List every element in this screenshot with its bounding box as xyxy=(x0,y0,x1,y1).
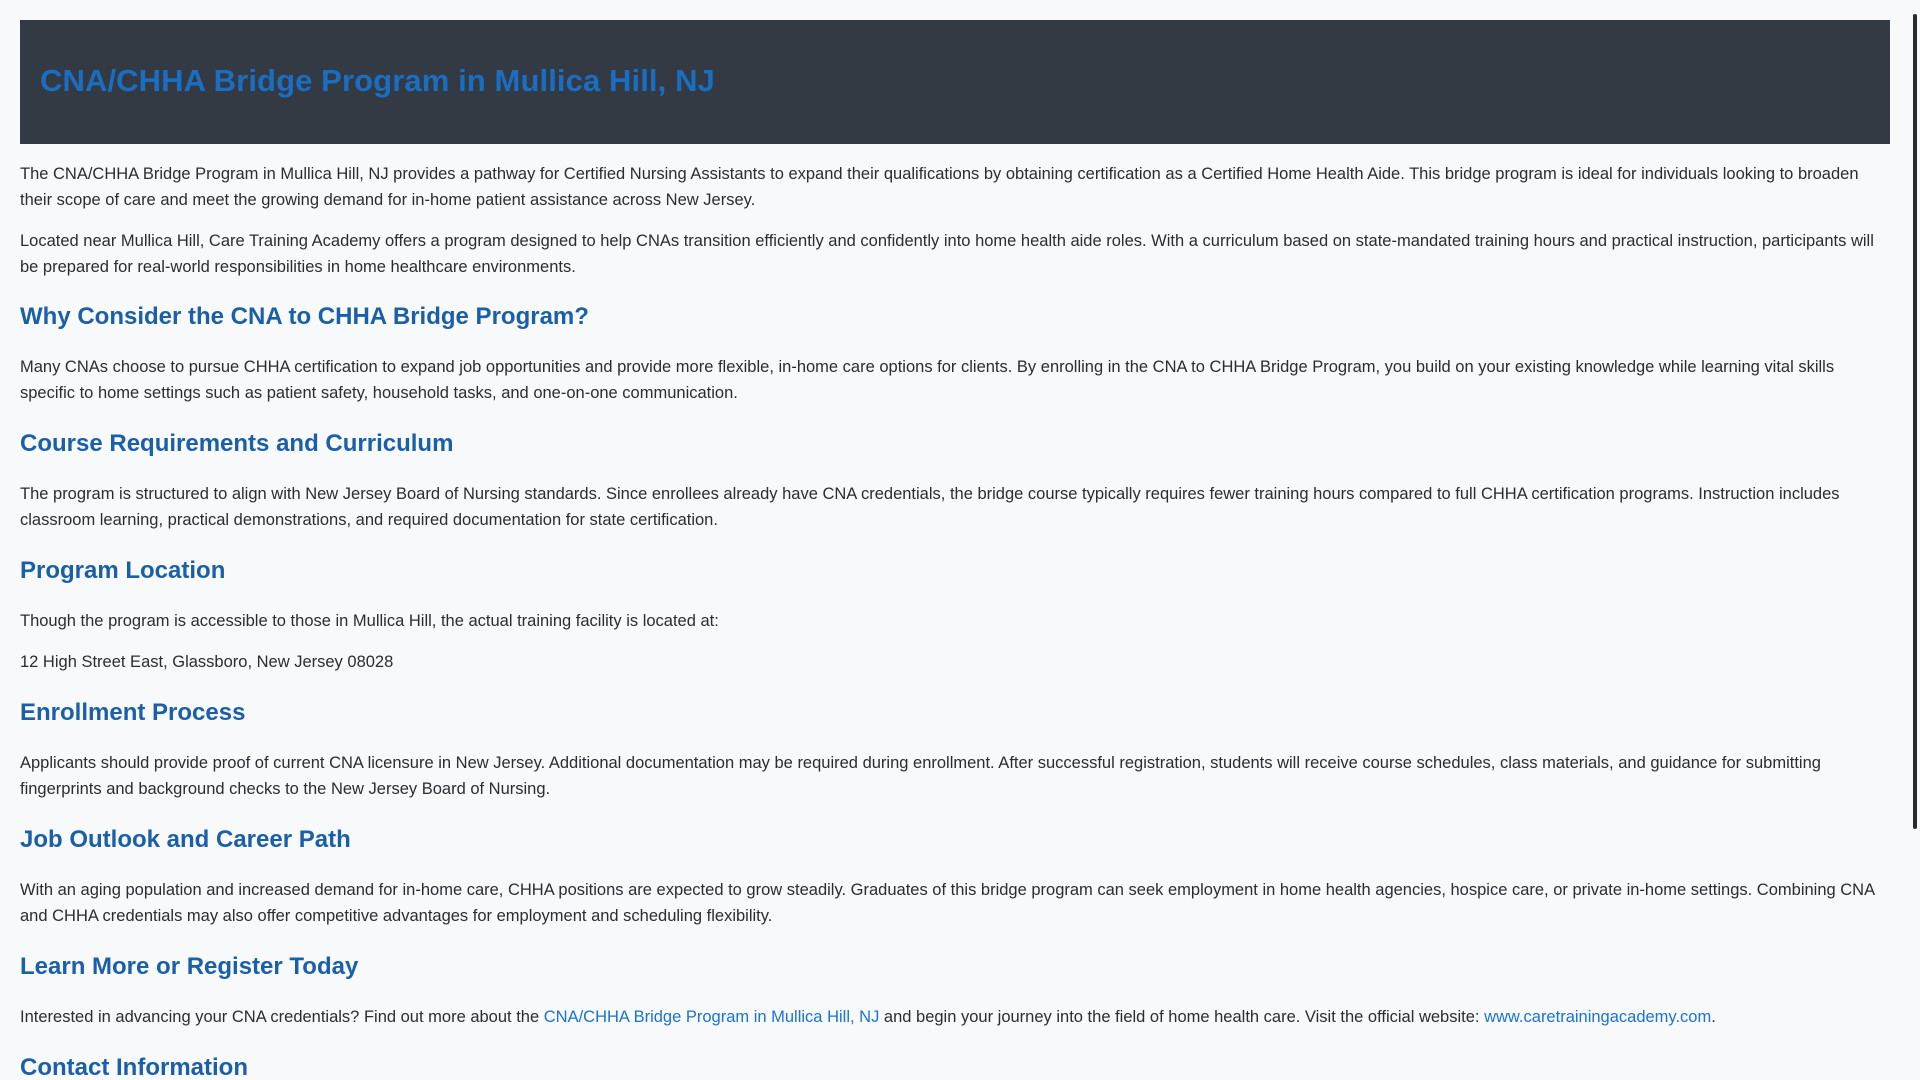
page-header xyxy=(20,20,1890,144)
learn-text-after: . xyxy=(1711,1008,1716,1026)
program-link[interactable]: CNA/CHHA Bridge Program in Mullica Hill, NJ xyxy=(543,1008,880,1026)
scrollbar-thumb[interactable] xyxy=(1913,14,1917,829)
page-content xyxy=(20,20,1890,1080)
heading-learn-more: Learn More or Register Today xyxy=(20,953,359,980)
page-title: CNA/CHHA Bridge Program in Mullica Hill, NJ xyxy=(40,63,715,98)
vertical-scrollbar[interactable] xyxy=(1910,0,1920,1080)
heading-enrollment-process: Enrollment Process xyxy=(20,699,246,726)
paragraph-program-location: Though the program is accessible to those in Mullica Hill, the actual training facility is located at: xyxy=(20,612,719,630)
heading-why-consider: Why Consider the CNA to CHHA Bridge Program? xyxy=(20,303,589,330)
paragraph-job-outlook: With an aging population and increased demand for in-home care, CHHA positions are expected to grow steadily. Graduates of this bridge program can seek employment in home health agencies, hospice care, or private in-home settings. Combining CNA and CHHA credentials may also offer competitive advantages for employment and scheduling flexibility. xyxy=(20,881,1875,925)
location-address: 12 High Street East, Glassboro, New Jersey 08028 xyxy=(20,653,394,671)
heading-job-outlook: Job Outlook and Career Path xyxy=(20,826,351,853)
website-link[interactable]: www.caretrainingacademy.com xyxy=(1484,1008,1712,1026)
paragraph-why-consider: Many CNAs choose to pursue CHHA certification to expand job opportunities and provide more flexible, in-home care options for clients. By enrolling in the CNA to CHHA Bridge Program, you build on your existing knowledge while learning vital skills specific to home settings such as patient safety, household tasks, and one-on-one communication. xyxy=(20,358,1835,402)
paragraph-course-requirements: The program is structured to align with New Jersey Board of Nursing standards. Since enrollees already have CNA credentials, the bridge course typically requires fewer training hours compared to full CHHA certification programs. Instruction includes classroom learning, practical demonstrations, and required documentation for state certification. xyxy=(20,485,1840,529)
intro-paragraph-1: The CNA/CHHA Bridge Program in Mullica Hill, NJ provides a pathway for Certified Nursing Assistants to expand their qualifications by obtaining certification as a Certified Home Health Aide. This bridge program is ideal for individuals looking to broaden their scope of care and meet the growing demand for in-home patient assistance across New Jersey. xyxy=(20,165,1859,209)
heading-course-requirements: Course Requirements and Curriculum xyxy=(20,430,454,457)
heading-contact-information: Contact Information xyxy=(20,1054,248,1080)
paragraph-enrollment-process: Applicants should provide proof of current CNA licensure in New Jersey. Additional documentation may be required during enrollment. After successful registration, students will receive course schedules, class materials, and guidance for submitting fingerprints and background checks to the New Jersey Board of Nursing. xyxy=(20,754,1821,798)
learn-text-middle: and begin your journey into the field of home health care. Visit the official website: xyxy=(879,1008,1485,1026)
paragraph-learn-more xyxy=(20,1004,1890,1030)
learn-text-before: Interested in advancing your CNA credentials? Find out more about the xyxy=(20,1008,544,1026)
heading-program-location: Program Location xyxy=(20,557,226,584)
intro-paragraph-2: Located near Mullica Hill, Care Training Academy offers a program designed to help CNAs transition efficiently and confidently into home health aide roles. With a curriculum based on state-mandated training hours and practical instruction, participants will be prepared for real-world responsibilities in home healthcare environments. xyxy=(20,232,1874,276)
